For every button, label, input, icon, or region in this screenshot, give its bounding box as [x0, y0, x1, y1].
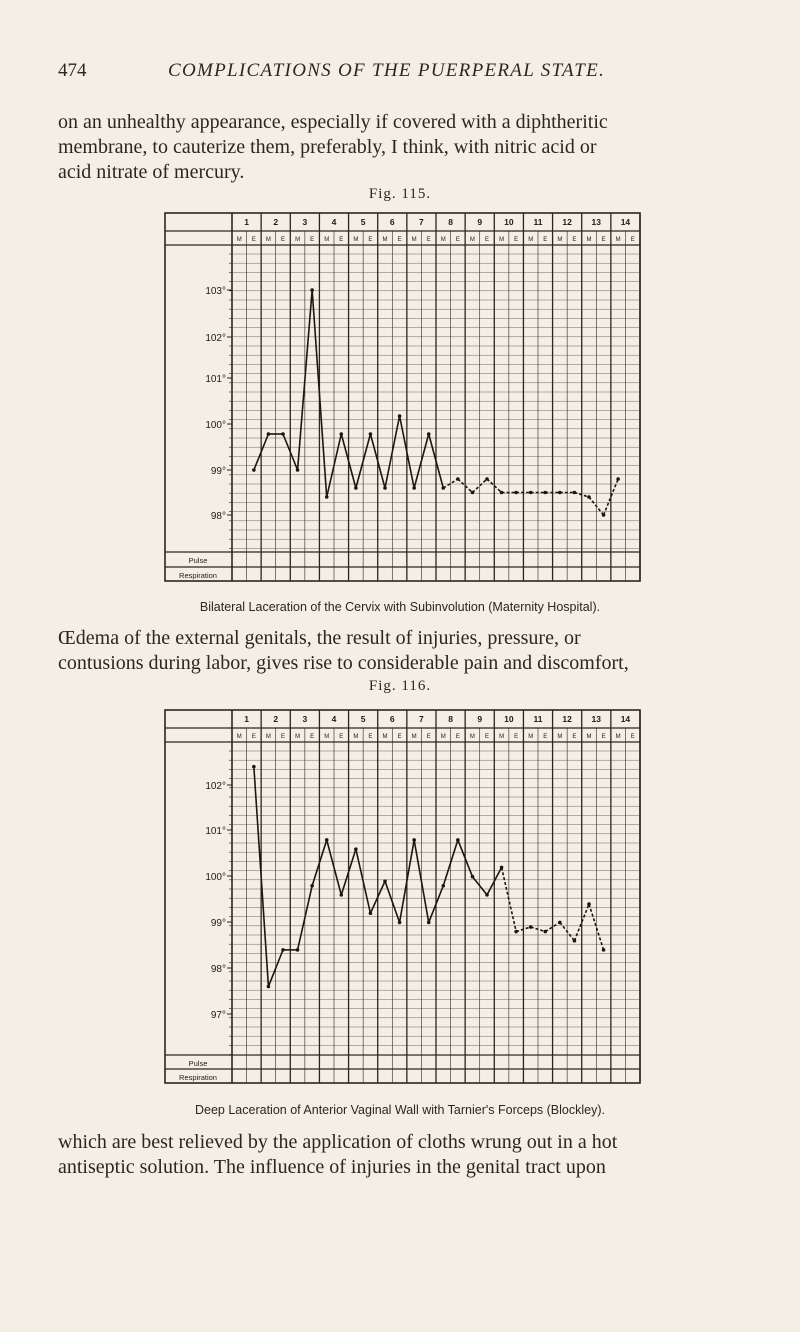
- y-tick-label: 99°: [210, 466, 226, 477]
- temperature-point: [267, 985, 271, 989]
- y-tick-label: 97°: [210, 1010, 226, 1021]
- row-label-pulse: Pulse: [188, 1059, 208, 1068]
- text-line: antiseptic solution. The influence of injuries in the genital tract upon: [58, 1156, 606, 1178]
- sub-column-label: E: [339, 734, 344, 740]
- sub-column-label: E: [572, 237, 577, 243]
- y-tick-label: 100°: [205, 872, 226, 883]
- sub-column-label: M: [265, 237, 271, 243]
- row-label-respiration: Respiration: [179, 1073, 217, 1082]
- day-number: 13: [591, 217, 602, 227]
- sub-column-label: M: [499, 237, 505, 243]
- page-number: 474: [58, 60, 87, 81]
- day-number: 2: [273, 714, 279, 724]
- day-number: 2: [273, 217, 279, 227]
- temperature-point: [398, 921, 402, 925]
- sub-column-label: E: [455, 237, 460, 243]
- sub-column-label: M: [236, 237, 242, 243]
- day-number: 4: [331, 714, 337, 724]
- text-line: which are best relieved by the application of cloths wrung out in a hot: [58, 1131, 618, 1153]
- sub-column-label: M: [615, 734, 621, 740]
- day-number: 6: [389, 217, 395, 227]
- temperature-point: [543, 930, 547, 934]
- sub-column-label: E: [601, 734, 606, 740]
- day-number: 11: [533, 217, 543, 227]
- sub-column-label: E: [630, 237, 635, 243]
- sub-column-label: M: [265, 734, 271, 740]
- day-number: 10: [504, 714, 514, 724]
- sub-column-label: E: [426, 734, 431, 740]
- day-number: 14: [620, 217, 631, 227]
- sub-column-label: M: [411, 237, 417, 243]
- temperature-point: [573, 939, 577, 943]
- figure-label-115: Fig. 115.: [368, 186, 432, 202]
- day-number: 7: [419, 714, 424, 724]
- sub-column-label: E: [251, 734, 256, 740]
- y-tick-label: 101°: [205, 826, 226, 837]
- day-number: 3: [302, 714, 308, 724]
- y-tick-label: 100°: [205, 420, 226, 431]
- y-tick-label: 98°: [210, 964, 226, 975]
- day-number: 8: [448, 714, 453, 724]
- day-number: 3: [302, 217, 308, 227]
- sub-column-label: M: [353, 734, 359, 740]
- temperature-point: [587, 902, 591, 906]
- temperature-point: [412, 838, 416, 842]
- sub-column-label: E: [310, 237, 315, 243]
- temperature-point: [310, 884, 314, 888]
- row-label-pulse: Pulse: [188, 556, 208, 565]
- running-head: COMPLICATIONS OF THE PUERPERAL STATE.: [168, 60, 606, 81]
- temperature-point: [296, 948, 300, 952]
- temperature-point: [427, 921, 431, 925]
- sub-column-label: M: [382, 237, 388, 243]
- sub-column-label: M: [528, 237, 534, 243]
- temperature-point: [354, 847, 358, 851]
- text-line: contusions during labor, gives rise to considerable pain and discomfort,: [58, 652, 629, 674]
- figure-caption-116: Deep Laceration of Anterior Vaginal Wall with Tarnier's Forceps (Blockley).: [195, 1103, 605, 1117]
- temperature-point: [456, 838, 460, 842]
- sub-column-label: E: [601, 237, 606, 243]
- sub-column-label: E: [455, 734, 460, 740]
- text-line: acid nitrate of mercury.: [58, 161, 245, 183]
- day-number: 8: [448, 217, 453, 227]
- sub-column-label: E: [368, 734, 373, 740]
- y-tick-label: 99°: [210, 918, 226, 929]
- sub-column-label: E: [310, 734, 315, 740]
- sub-column-label: E: [339, 237, 344, 243]
- day-number: 1: [244, 714, 249, 724]
- day-number: 11: [533, 714, 543, 724]
- sub-column-label: M: [440, 237, 446, 243]
- day-number: 12: [562, 217, 572, 227]
- day-number: 10: [504, 217, 514, 227]
- sub-column-label: M: [295, 734, 301, 740]
- temperature-point: [471, 875, 475, 879]
- day-number: 12: [562, 714, 572, 724]
- sub-column-label: M: [557, 734, 563, 740]
- temperature-point: [500, 866, 504, 870]
- sub-column-label: M: [615, 237, 621, 243]
- sub-column-label: E: [543, 237, 548, 243]
- sub-column-label: E: [251, 237, 256, 243]
- sub-column-label: M: [528, 734, 534, 740]
- temperature-point: [383, 879, 387, 883]
- sub-column-label: E: [397, 237, 402, 243]
- sub-column-label: M: [586, 734, 592, 740]
- day-number: 13: [591, 714, 602, 724]
- day-number: 9: [477, 217, 483, 227]
- day-number: 5: [360, 217, 366, 227]
- day-number: 14: [620, 714, 631, 724]
- temperature-point: [339, 893, 343, 897]
- y-tick-label: 102°: [205, 333, 226, 344]
- row-label-respiration: Respiration: [179, 571, 217, 580]
- sub-column-label: M: [586, 237, 592, 243]
- sub-column-label: M: [557, 237, 563, 243]
- y-tick-label: 103°: [205, 286, 226, 297]
- temperature-point: [514, 930, 518, 934]
- temperature-point: [602, 948, 606, 952]
- sub-column-label: E: [514, 237, 519, 243]
- temperature-point: [558, 921, 562, 925]
- text-line: on an unhealthy appearance, especially if covered with a diphtheritic: [58, 111, 608, 133]
- y-tick-label: 102°: [205, 781, 226, 792]
- temperature-point: [325, 838, 329, 842]
- temperature-point: [529, 925, 533, 929]
- sub-column-label: M: [469, 734, 475, 740]
- figure-label-116: Fig. 116.: [368, 678, 432, 694]
- text-line: membrane, to cauterize them, preferably, I think, with nitric acid or: [58, 136, 597, 158]
- sub-column-label: E: [280, 734, 286, 740]
- temperature-point: [252, 765, 256, 769]
- sub-column-label: E: [543, 734, 548, 740]
- temperature-point: [441, 884, 445, 888]
- sub-column-label: M: [353, 237, 359, 243]
- sub-column-label: M: [324, 734, 330, 740]
- sub-column-label: E: [484, 734, 490, 740]
- figure-caption-115: Bilateral Laceration of the Cervix with Subinvolution (Maternity Hospital).: [199, 600, 601, 614]
- sub-column-label: M: [295, 237, 301, 243]
- sub-column-label: E: [572, 734, 577, 740]
- sub-column-label: M: [324, 237, 330, 243]
- sub-column-label: M: [411, 734, 417, 740]
- day-number: 4: [331, 217, 337, 227]
- day-number: 9: [477, 714, 483, 724]
- sub-column-label: M: [382, 734, 388, 740]
- sub-column-label: E: [397, 734, 402, 740]
- text-line: Œdema of the external genitals, the result of injuries, pressure, or: [58, 627, 581, 649]
- day-number: 7: [419, 217, 424, 227]
- y-tick-label: 98°: [210, 511, 226, 522]
- sub-column-label: M: [236, 734, 242, 740]
- sub-column-label: E: [426, 237, 431, 243]
- sub-column-label: M: [499, 734, 505, 740]
- day-number: 5: [360, 714, 366, 724]
- sub-column-label: E: [280, 237, 286, 243]
- y-tick-label: 101°: [205, 374, 226, 385]
- sub-column-label: E: [484, 237, 490, 243]
- temperature-point: [281, 948, 285, 952]
- temperature-point: [485, 893, 489, 897]
- sub-column-label: M: [469, 237, 475, 243]
- sub-column-label: E: [630, 734, 635, 740]
- day-number: 6: [389, 714, 395, 724]
- temperature-point: [369, 911, 373, 915]
- day-number: 1: [244, 217, 249, 227]
- sub-column-label: E: [514, 734, 519, 740]
- sub-column-label: E: [368, 237, 373, 243]
- sub-column-label: M: [440, 734, 446, 740]
